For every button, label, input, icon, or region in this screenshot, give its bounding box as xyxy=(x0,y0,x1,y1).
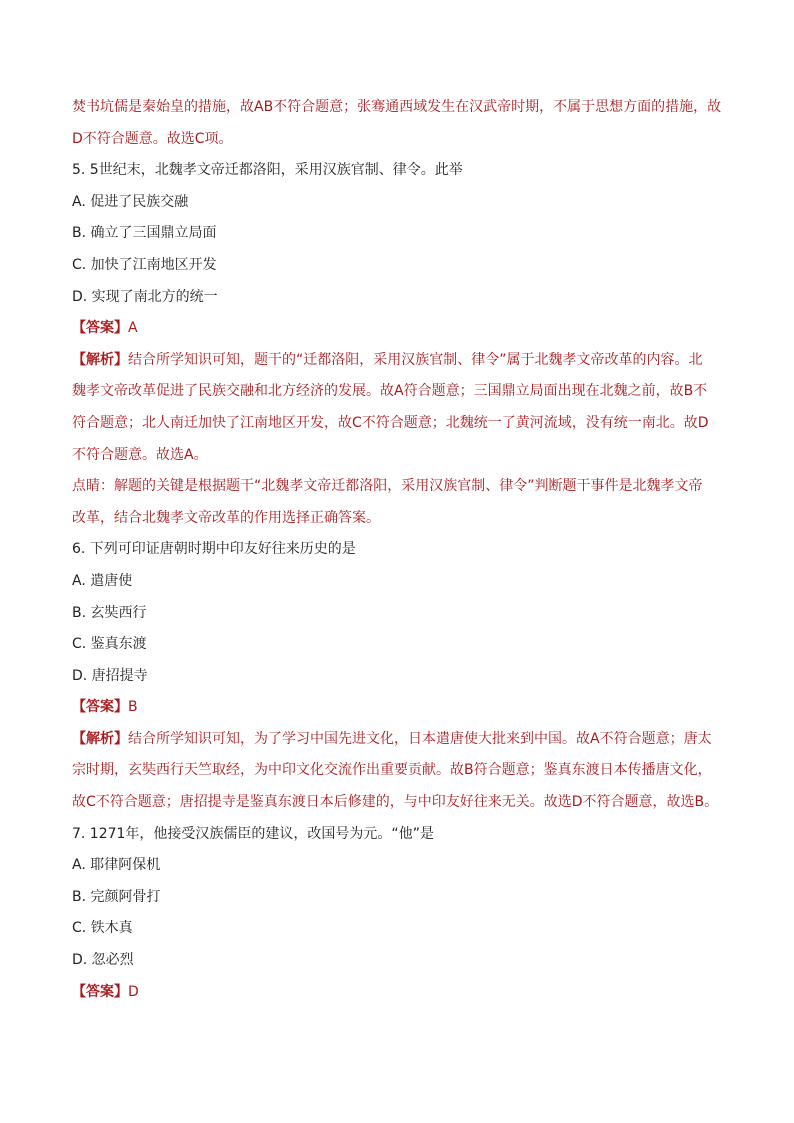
answer-value: A xyxy=(128,320,138,337)
option-b: B. 确立了三国鼎立局面 xyxy=(72,225,217,242)
option-a: A. 遣唐使 xyxy=(72,572,133,589)
option-c: C. 加快了江南地区开发 xyxy=(72,256,217,273)
note-line: 改革，结合北魏孝文帝改革的作用选择正确答案。 xyxy=(72,509,380,526)
answer-tag: 【答案】 xyxy=(72,320,128,337)
answer-tag: 【答案】 xyxy=(72,699,128,716)
analysis-line: 故C不符合题意；唐招提寺是鉴真东渡日本后修建的，与中印友好往来无关。故选D不符合题意，故选B。 xyxy=(72,794,719,811)
option-b: B. 玄奘西行 xyxy=(72,604,147,621)
answer-row xyxy=(72,692,728,724)
answer-row xyxy=(72,313,728,345)
answer-tag: 【答案】 xyxy=(72,983,128,1000)
analysis-text: 结合所学知识可知，题干的“迁都洛阳，采用汉族官制、律令”属于北魏孝文帝改革的内容。北 xyxy=(128,351,703,368)
answer-row xyxy=(72,977,728,1009)
option-a: A. 耶律阿保机 xyxy=(72,857,161,874)
analysis-line: 焚书坑儒是秦始皇的措施，故AB不符合题意；张骞通西域发生在汉武帝时期，不属于思想方面的措施，故 xyxy=(72,99,722,115)
analysis-tag: 【解析】 xyxy=(72,351,128,368)
option-c: C. 铁木真 xyxy=(72,920,133,937)
analysis-line: D不符合题意。故选C项。 xyxy=(72,130,233,147)
analysis-row xyxy=(72,345,728,377)
option-c: C. 鉴真东渡 xyxy=(72,636,147,653)
analysis-tag: 【解析】 xyxy=(72,730,128,747)
question-7-stem: 7. 1271年，他接受汉族儒臣的建议，改国号为元。“他”是 xyxy=(72,825,434,842)
answer-value: B xyxy=(128,699,138,716)
analysis-line: 魏孝文帝改革促进了民族交融和北方经济的发展。故A符合题意；三国鼎立局面出现在北魏之前，故B不 xyxy=(72,383,708,400)
analysis-line: 符合题意；北人南迁加快了江南地区开发，故C不符合题意；北魏统一了黄河流域，没有统一南北。故D xyxy=(72,414,709,431)
analysis-line: 不符合题意。故选A。 xyxy=(72,446,208,463)
analysis-text: 结合所学知识可知，为了学习中国先进文化，日本遣唐使大批来到中国。故A不符合题意；唐太 xyxy=(128,730,712,747)
analysis-row xyxy=(72,724,728,756)
option-d: D. 唐招提寺 xyxy=(72,667,148,684)
option-d: D. 忽必烈 xyxy=(72,952,134,969)
question-6-stem: 6. 下列可印证唐朝时期中印友好往来历史的是 xyxy=(72,541,356,558)
option-a: A. 促进了民族交融 xyxy=(72,193,189,210)
note-line: 点睛：解题的关键是根据题干“北魏孝文帝迁都洛阳，采用汉族官制、律令”判断题干事件是北魏孝文帝 xyxy=(72,478,703,495)
answer-value: D xyxy=(128,983,139,1000)
question-5-stem: 5. 5世纪末，北魏孝文帝迁都洛阳，采用汉族官制、律令。此举 xyxy=(72,162,463,179)
document-page xyxy=(72,92,728,1008)
option-b: B. 完颜阿骨打 xyxy=(72,888,161,905)
option-d: D. 实现了南北方的统一 xyxy=(72,288,218,305)
analysis-line: 宗时期，玄奘西行天竺取经，为中印文化交流作出重要贡献。故B符合题意；鉴真东渡日本传播唐文化， xyxy=(72,762,712,779)
